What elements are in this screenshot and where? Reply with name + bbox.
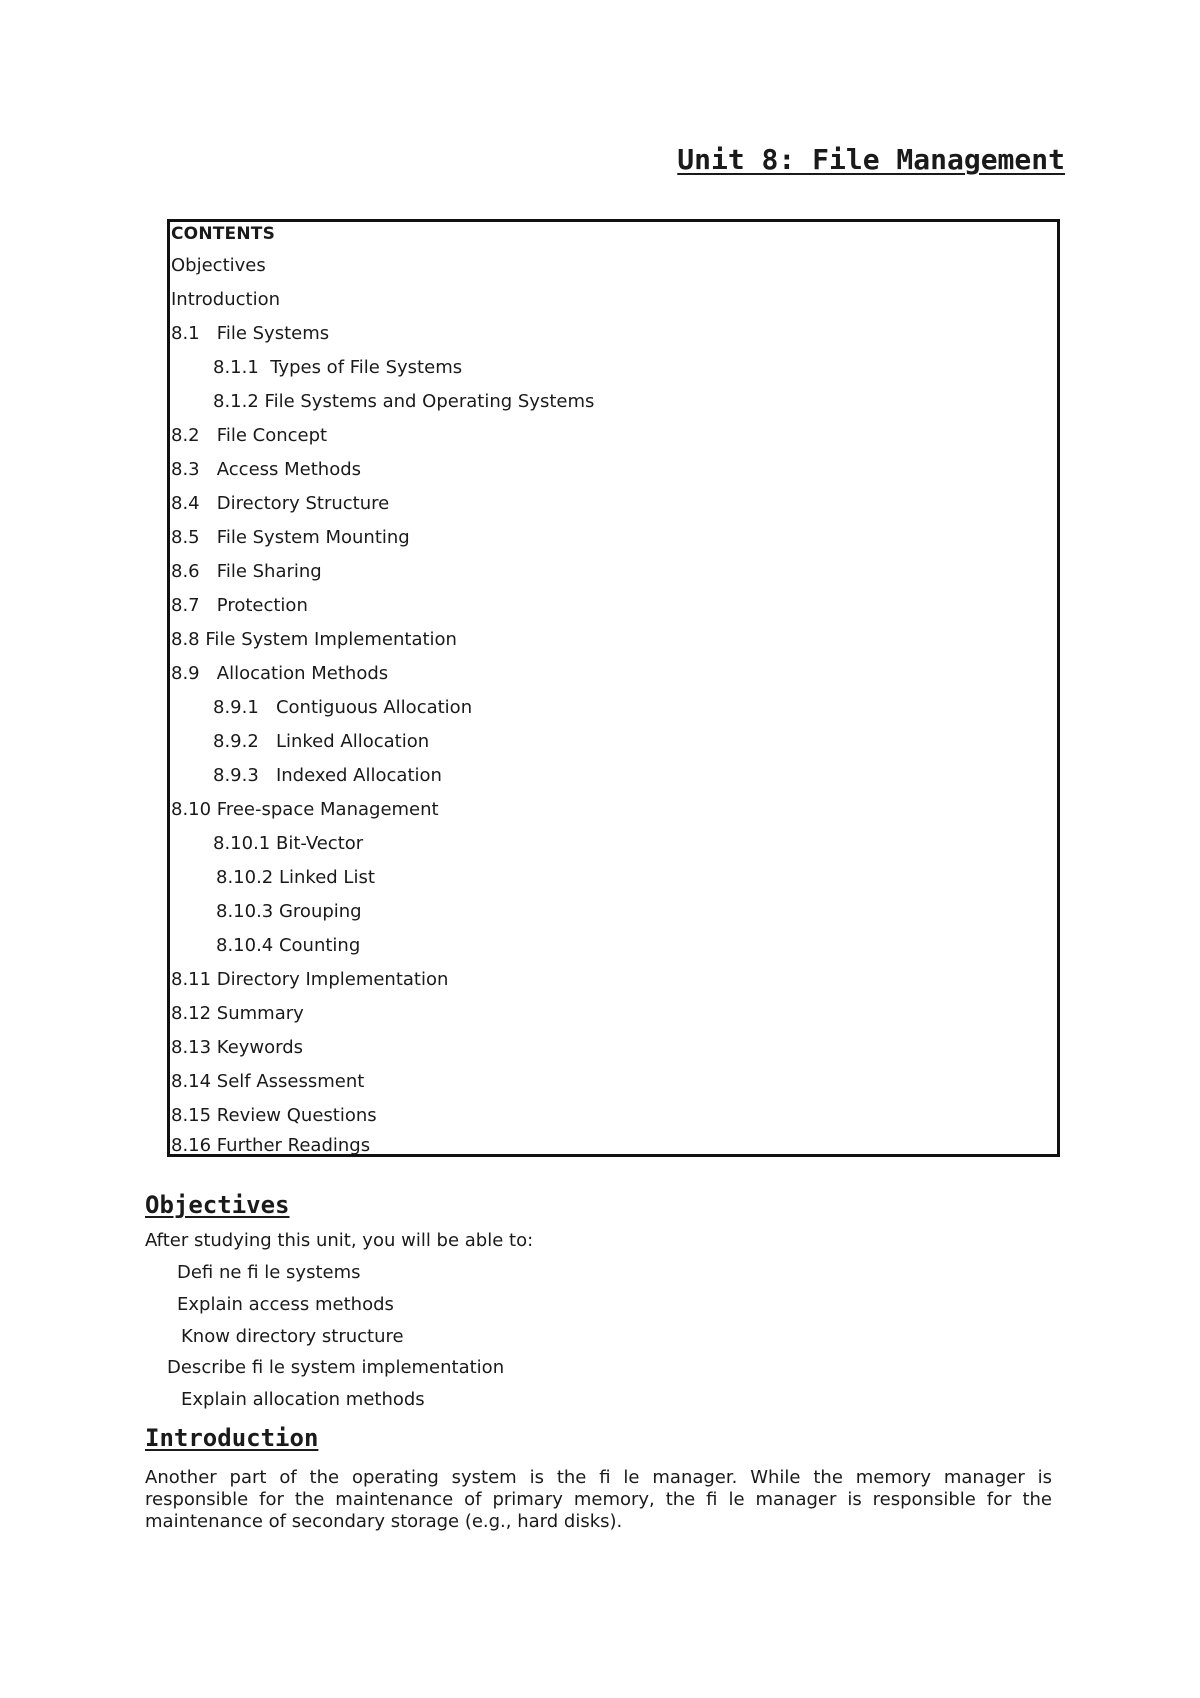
contents-heading: CONTENTS: [171, 224, 276, 244]
objective-item: Know directory structure: [181, 1326, 404, 1347]
toc-entry-8-7: 8.7 Protection: [171, 595, 308, 616]
toc-entry-8-8: 8.8 File System Implementation: [171, 629, 457, 650]
toc-entry-8-14: 8.14 Self Assessment: [171, 1071, 365, 1092]
toc-entry-8-5: 8.5 File System Mounting: [171, 527, 410, 548]
contents-box: [167, 219, 1060, 1157]
toc-entry-introduction: Introduction: [171, 289, 281, 310]
objective-item: Explain access methods: [177, 1294, 394, 1315]
objective-item: Describe fi le system implementation: [167, 1357, 505, 1378]
objectives-heading: Objectives: [145, 1191, 290, 1219]
toc-entry-8-1-2: 8.1.2 File Systems and Operating Systems: [213, 391, 595, 412]
toc-entry-8-10-1: 8.10.1 Bit-Vector: [213, 833, 364, 854]
toc-entry-8-4: 8.4 Directory Structure: [171, 493, 390, 514]
toc-entry-8-9-3: 8.9.3 Indexed Allocation: [213, 765, 442, 786]
toc-entry-8-11: 8.11 Directory Implementation: [171, 969, 449, 990]
toc-entry-objectives: Objectives: [171, 255, 266, 276]
objective-item: Explain allocation methods: [181, 1389, 425, 1410]
toc-entry-8-13: 8.13 Keywords: [171, 1037, 304, 1058]
page-title: Unit 8: File Management: [677, 143, 1065, 176]
toc-entry-8-1-1: 8.1.1 Types of File Systems: [213, 357, 463, 378]
introduction-paragraph: Another part of the operating system is the fi le manager. While the memory manager is responsible for the maintenance of primary memory, the fi le manager is responsible for the maintenance of secondary storage (e.g., hard disks).: [145, 1467, 1052, 1532]
toc-entry-8-2: 8.2 File Concept: [171, 425, 328, 446]
objective-item: Defi ne fi le systems: [177, 1262, 361, 1283]
toc-entry-8-10: 8.10 Free-space Management: [171, 799, 439, 820]
toc-entry-8-10-2: 8.10.2 Linked List: [216, 867, 375, 888]
toc-entry-8-9-2: 8.9.2 Linked Allocation: [213, 731, 430, 752]
toc-entry-8-15: 8.15 Review Questions: [171, 1105, 377, 1126]
toc-entry-8-3: 8.3 Access Methods: [171, 459, 362, 480]
toc-entry-8-1: 8.1 File Systems: [171, 323, 330, 344]
introduction-heading: Introduction: [145, 1424, 319, 1452]
toc-entry-8-6: 8.6 File Sharing: [171, 561, 322, 582]
toc-entry-8-9-1: 8.9.1 Contiguous Allocation: [213, 697, 473, 718]
toc-entry-8-12: 8.12 Summary: [171, 1003, 304, 1024]
objectives-intro: After studying this unit, you will be able to:: [145, 1230, 534, 1251]
toc-entry-8-10-3: 8.10.3 Grouping: [216, 901, 362, 922]
toc-entry-8-9: 8.9 Allocation Methods: [171, 663, 389, 684]
toc-entry-8-10-4: 8.10.4 Counting: [216, 935, 361, 956]
toc-entry-8-16: 8.16 Further Readings: [171, 1135, 371, 1156]
